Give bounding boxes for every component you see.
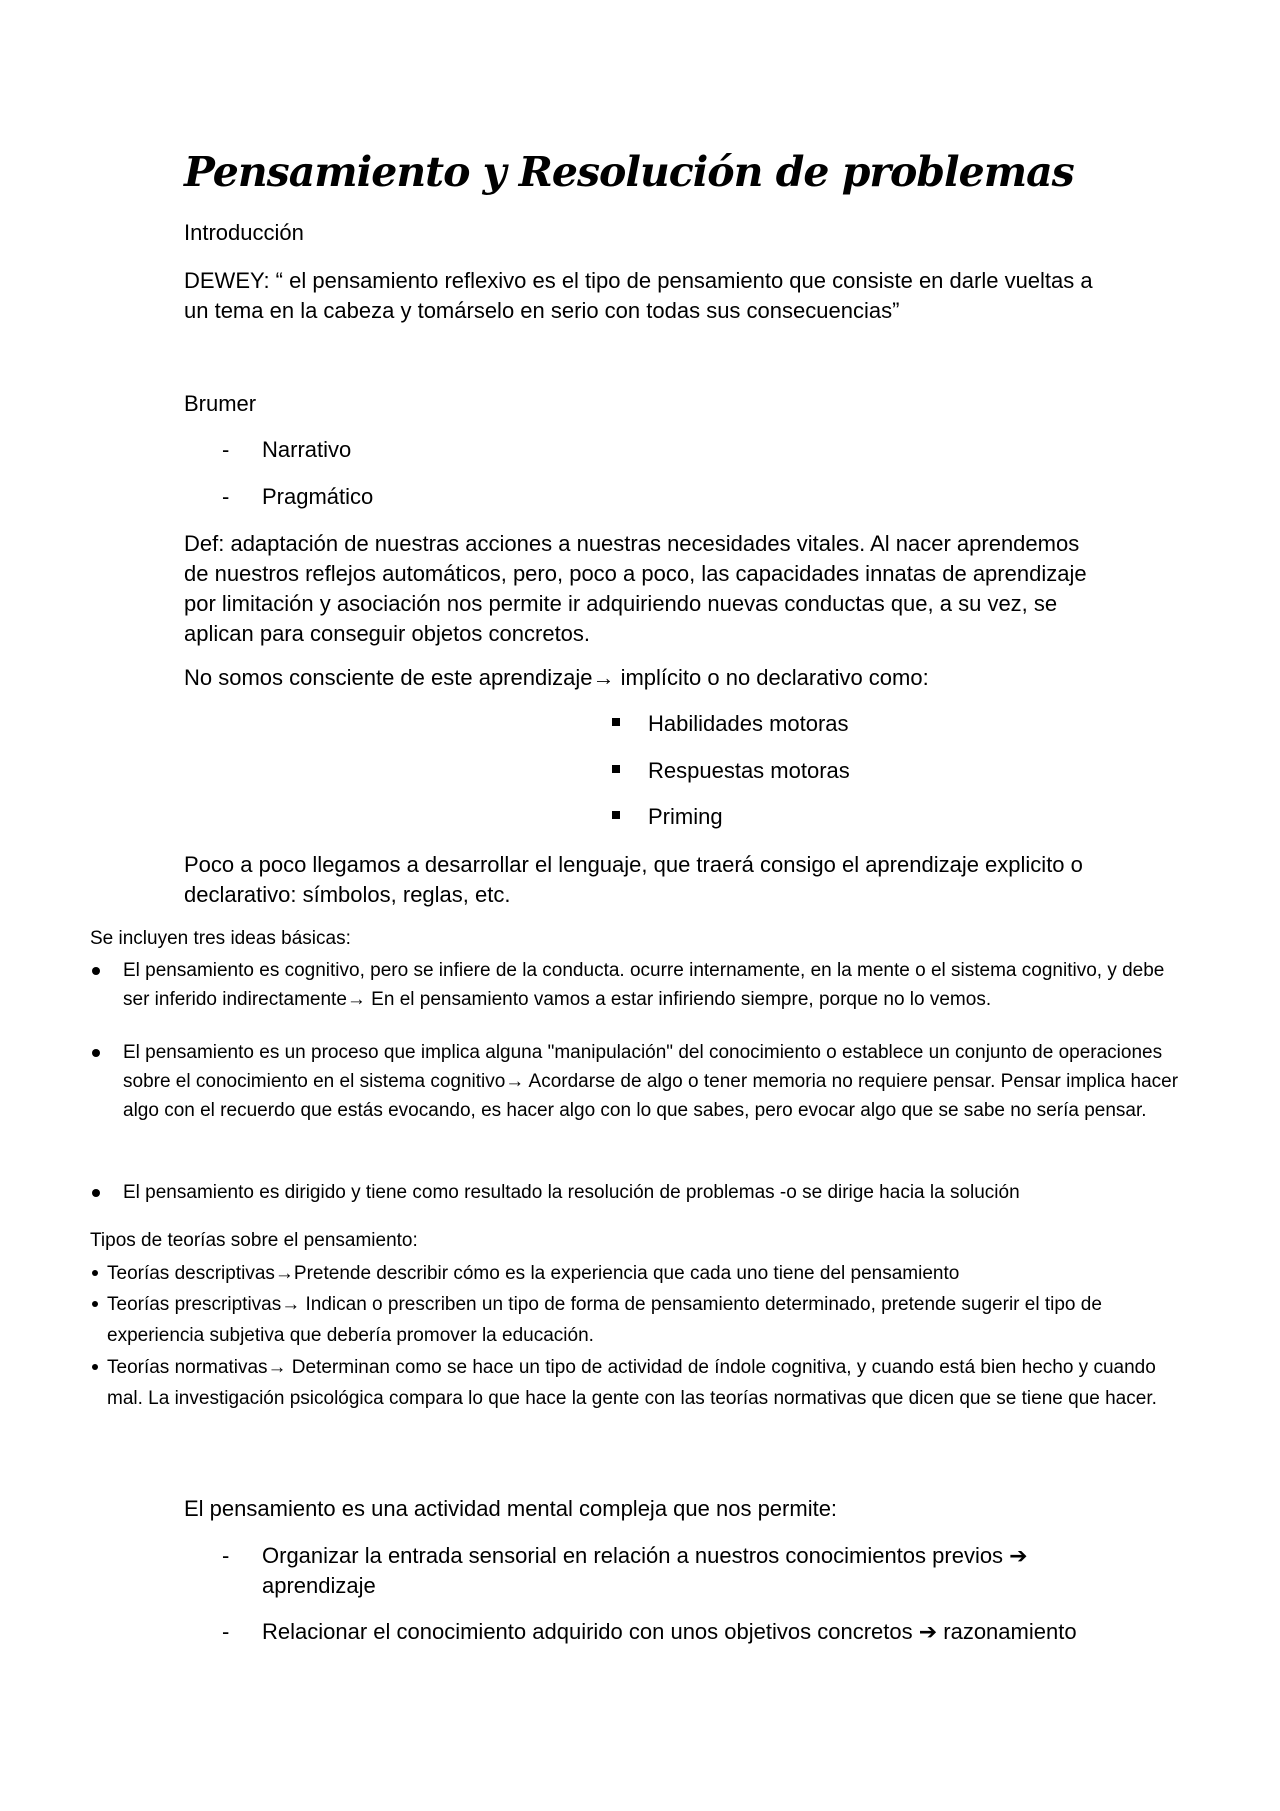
list-item-text: Priming (648, 804, 723, 829)
list-item (90, 1258, 1190, 1289)
dash-marker: - (222, 1619, 230, 1644)
list-item-text: Habilidades motoras (648, 711, 849, 736)
explicit-paragraph: Poco a poco llegamos a desarrollar el lenguaje, que traerá consigo el aprendizaje explicito o declarativo: símbolos, reglas, etc. (184, 852, 1083, 907)
dash-marker: - (222, 1543, 230, 1568)
list-item (90, 1178, 1190, 1207)
list-item-text: El pensamiento es un proceso que implica alguna "manipulación" del conocimiento o establece un conjunto de operaciones sobre el conocimiento en el sistema cognitivo→ Acordarse de algo o tener memoria no requiere pensar. Pensar implica hacer algo con el recuerdo que estás evocando, es hacer algo con lo que sabes, pero evocar algo que se sabe no sería pensar. (123, 1042, 1179, 1121)
bullet-icon (92, 1364, 98, 1370)
bullet-icon (92, 1189, 100, 1197)
list-item-text: Narrativo (262, 437, 352, 462)
bullet-icon (92, 1270, 98, 1276)
dash-marker: - (222, 484, 230, 509)
list-item (612, 756, 850, 786)
basic-ideas-heading: Se incluyen tres ideas básicas: (90, 928, 351, 949)
list-item (612, 709, 849, 739)
list-item (90, 1352, 1190, 1414)
square-bullet-icon (612, 765, 620, 773)
list-item (90, 1289, 1190, 1351)
list-item (222, 1617, 1122, 1647)
list-item (222, 435, 1122, 465)
list-item-text: Respuestas motoras (648, 758, 850, 783)
theories-heading: Tipos de teorías sobre el pensamiento: (90, 1230, 418, 1251)
activity-intro: El pensamiento es una actividad mental compleja que nos permite: (184, 1496, 838, 1521)
intro-heading: Introducción (184, 220, 304, 245)
bullet-icon (92, 1301, 98, 1307)
list-item-text: Pragmático (262, 484, 374, 509)
list-item (222, 1541, 1082, 1601)
list-item-text: El pensamiento es dirigido y tiene como resultado la resolución de problemas -o se dirige hacia la solución (123, 1182, 1020, 1203)
list-item (90, 956, 1190, 1014)
dash-marker: - (222, 437, 230, 462)
list-item (222, 482, 1122, 512)
list-item-text: Teorías prescriptivas→ Indican o prescriben un tipo de forma de pensamiento determinado, pretende sugerir el tipo de experiencia subjetiva que debería promover la educación. (107, 1294, 1102, 1346)
bullet-icon (92, 967, 100, 975)
list-item-text: Organizar la entrada sensorial en relación a nuestros conocimientos previos ➔ aprendizaje (262, 1543, 1028, 1598)
definition-paragraph: Def: adaptación de nuestras acciones a nuestras necesidades vitales. Al nacer aprendemos de nuestros reflejos automáticos, pero, poco a poco, las capacidades innatas de aprendizaje por limitación y asociación nos permite ir adquiriendo nuevas conductas que, a su vez, se aplican para conseguir objetos concretos. (184, 531, 1087, 646)
square-bullet-icon (612, 718, 620, 726)
list-item-text: Relacionar el conocimiento adquirido con unos objetivos concretos ➔ razonamiento (262, 1619, 1077, 1644)
brumer-heading: Brumer (184, 391, 257, 416)
list-item (90, 1038, 1190, 1125)
list-item (612, 802, 723, 832)
list-item-text: El pensamiento es cognitivo, pero se infiere de la conducta. ocurre internamente, en la mente o el sistema cognitivo, y debe ser inferido indirectamente→ En el pensamiento vamos a estar infiriendo siempre, porque no lo vemos. (123, 960, 1165, 1010)
list-item-text: Teorías normativas→ Determinan como se hace un tipo de actividad de índole cognitiva, y cuando está bien hecho y cuando mal. La investigación psicológica compara lo que hace la gente con las teorías normativas que dicen que se tiene que hacer. (107, 1357, 1157, 1409)
page-title: Pensamiento y Resolución de problemas (184, 148, 1074, 196)
square-bullet-icon (612, 811, 620, 819)
list-item-text: Teorías descriptivas→Pretende describir cómo es la experiencia que cada uno tiene del pensamiento (107, 1263, 960, 1284)
implicit-intro: No somos consciente de este aprendizaje→ implícito o no declarativo como: (184, 665, 929, 690)
dewey-quote: DEWEY: “ el pensamiento reflexivo es el tipo de pensamiento que consiste en darle vueltas a un tema en la cabeza y tomárselo en serio con todas sus consecuencias” (184, 268, 1093, 323)
bullet-icon (92, 1049, 100, 1057)
